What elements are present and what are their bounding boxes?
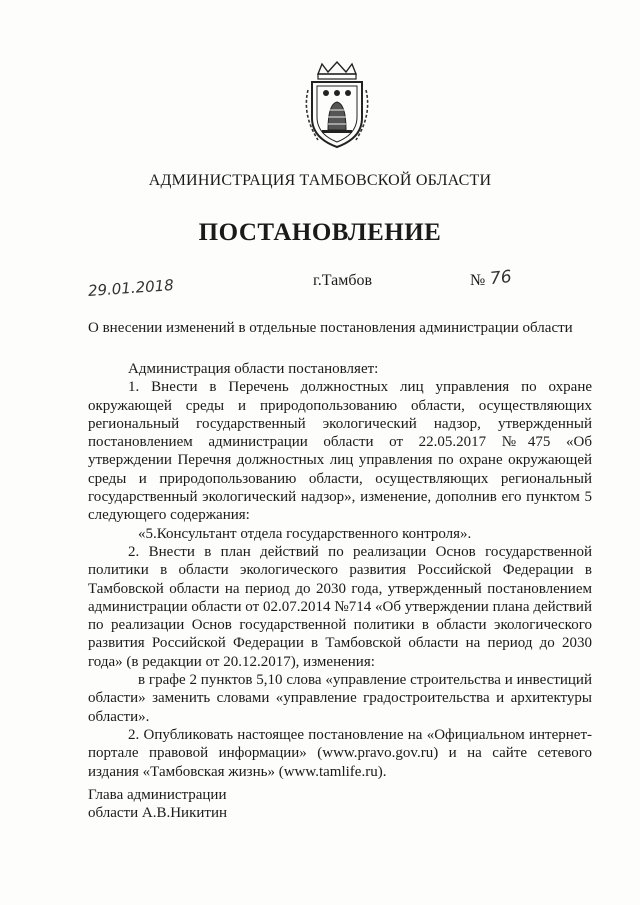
tambov-coat-of-arms-icon	[298, 60, 376, 150]
paragraph-1: 1. Внести в Перечень должностных лиц управления по охране окружающей среды и природопользованию области, осуществляющих региональный государственный экологический надзор, утвержденный постановлением администрации области от 22.05.2017 №475 «Об утверждении Перечня должностных лиц управления по охране окружающей среды и природопользованию области, осуществляющих региональный государственный экологический надзор», изменение, дополнив его пунктом 5 следующего содержания:	[88, 379, 592, 524]
document-number-label: №	[470, 272, 486, 289]
organization-name: АДМИНИСТРАЦИЯ ТАМБОВСКОЙ ОБЛАСТИ	[148, 172, 492, 189]
paragraph-2-change: в графе 2 пунктов 5,10 слова «управление строительства и инвестиций области» заменить словами «управление градостроительства и архитектуры области».	[88, 672, 592, 725]
document-number-handwritten: 76	[489, 266, 513, 290]
paragraph-2: 2. Внести в план действий по реализации Основ государственной политики в области экологического развития Российской Федерации в Тамбовской области на период до 2030 года, утвержденный постановлением администрации области от 02.07.2014 №714 «Об утверждении плана действий по реализации Основ государственной политики в области экологического развития Российской Федерации в Тамбовской области на период до 2030 года» (в редакции от 20.12.2017), изменения:	[88, 543, 592, 670]
document-subject: О внесении изменений в отдельные постановления администрации области	[88, 320, 573, 336]
document-city: г.Тамбов	[313, 272, 373, 289]
signature-title: Глава администрации	[88, 787, 227, 803]
paragraph-1-quote: «5.Консультант отдела государственного контроля».	[138, 525, 472, 542]
document-type-title: ПОСТАНОВЛЕНИЕ	[198, 219, 442, 246]
signature-name: области А.В.Никитин	[88, 805, 228, 821]
paragraph-3: 2. Опубликовать настоящее постановление на «Официальном интернет-портале правовой информации» (www.pravo.gov.ru) и на сайте сетевого издания «Тамбовская жизнь» (www.tamlife.ru).	[88, 726, 592, 780]
document-date-handwritten: 29.01.2018	[87, 276, 175, 300]
intro-paragraph: Администрация области постановляет:	[128, 361, 379, 377]
signature-block	[88, 786, 227, 822]
document-body	[88, 360, 592, 781]
